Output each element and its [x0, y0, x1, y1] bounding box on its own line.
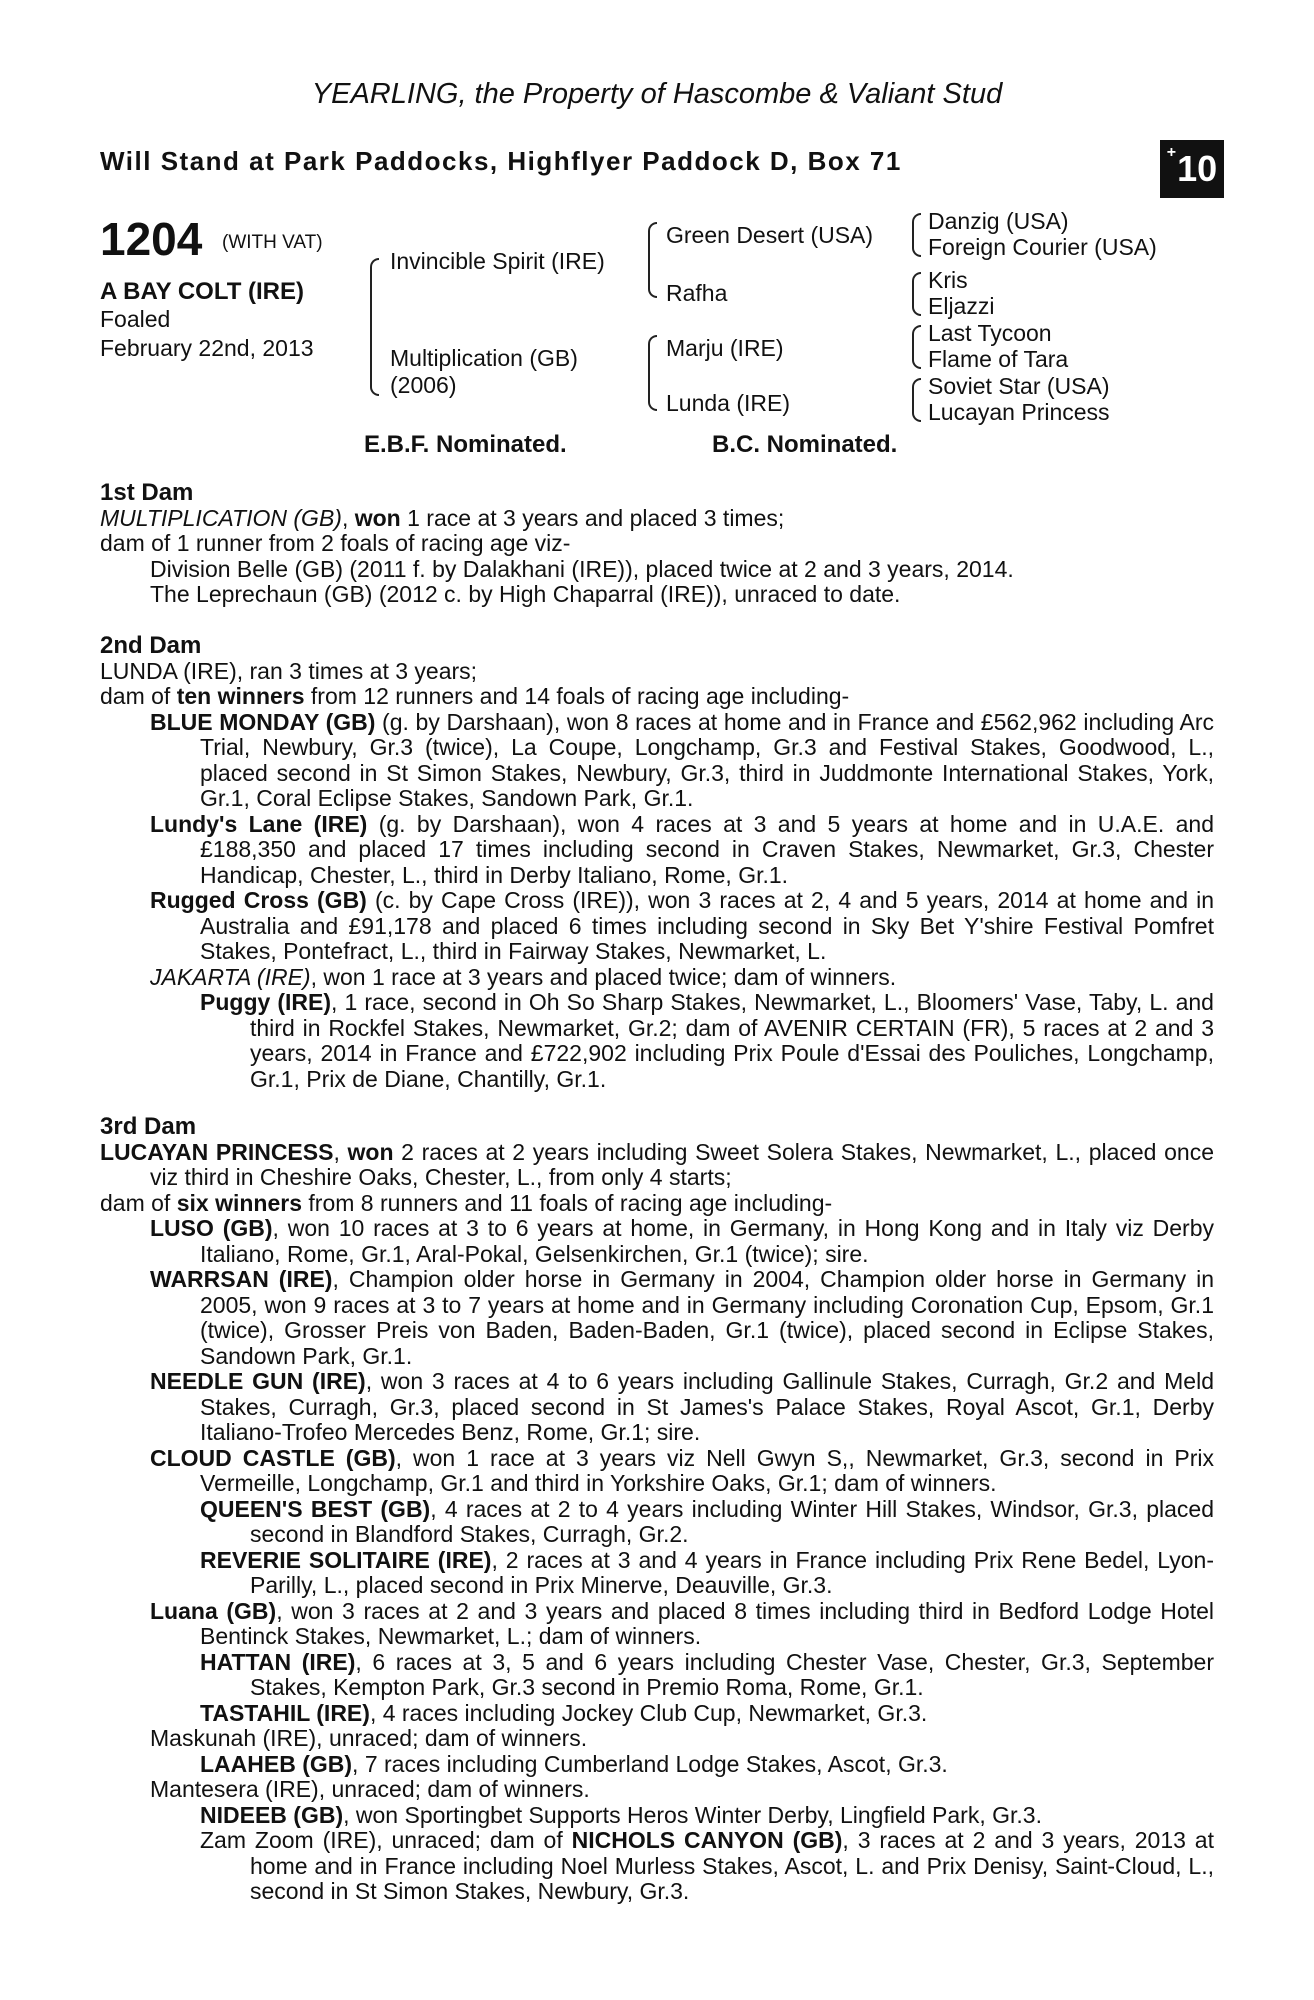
horse-record: (c. by Cape Cross (IRE)), won 3 races at 2, 4 and 5 years, 2014 at home and in Australia and £91,178 and placed 6 times including second in Sky Bet Y'shire Festival Pomfret Stakes, Pontefract, L., third in Fairway Stakes, Newmarket, L. — [200, 887, 1215, 964]
dam-dam: Lunda (IRE) — [666, 390, 791, 416]
winner-count: six winners — [176, 1189, 302, 1216]
ped-ssd: Foreign Courier (USA) — [928, 234, 1157, 260]
stand-location: Will Stand at Park Paddocks, Highflyer Paddock D, Box 71 — [100, 146, 902, 176]
produce-entry: The Leprechaun (GB) (2012 c. by High Chaparral (IRE)), unraced to date. — [150, 581, 901, 607]
ped-dds: Soviet Star (USA) — [928, 373, 1110, 399]
produce-entry — [100, 1497, 1214, 1548]
horse-record: , Champion older horse in Germany in 2004, Champion older horse in Germany in 2005, won 9 races at 3 to 7 years at home and in Germany including Coronation Cup, Epsom, Gr.1 (twice), Grosser Preis von Baden, Baden-Baden, Gr.1 (twice), placed second in Eclipse Stakes, Sandown Park, Gr.1. — [200, 1266, 1214, 1369]
horse-name: REVERIE SOLITAIRE (IRE) — [200, 1546, 492, 1573]
dam-name: Multiplication (GB) — [390, 345, 578, 371]
badge-plus: + — [1166, 144, 1177, 161]
text: dam of — [100, 683, 177, 709]
page-title: YEARLING, the Property of Hascombe & Valiant Stud — [311, 78, 1003, 110]
separator: , — [341, 504, 355, 531]
foaled-info — [100, 305, 314, 363]
horse-name: Puggy (IRE) — [200, 989, 332, 1015]
foaled-label: Foaled — [100, 306, 171, 332]
produce-entry: Mantesera (IRE), unraced; dam of winners. — [150, 1776, 590, 1802]
horse-name: JAKARTA (IRE) — [150, 963, 311, 990]
produce-entry — [100, 1803, 1214, 1829]
text: from 12 runners and 14 foals of racing age including- — [304, 683, 850, 709]
horse-record: , 4 races at 2 to 4 years including Winter Hill Stakes, Windsor, Gr.3, placed second in Blandford Stakes, Curragh, Gr.2. — [250, 1495, 1214, 1547]
horse-record: , won 1 race at 3 years and placed twice; dam of winners. — [310, 963, 897, 990]
produce-entry — [100, 1446, 1214, 1497]
second-dam-heading: 2nd Dam — [100, 632, 202, 659]
horse-record: , won Sportingbet Supports Heros Winter Derby, Lingfield Park, Gr.3. — [343, 1801, 1042, 1828]
produce-entry — [100, 1548, 1214, 1599]
produce-entry — [100, 888, 1214, 965]
third-dam-section — [100, 1114, 1214, 1905]
horse-record: , won 3 races at 2 and 3 years and placed 8 times including third in Bedford Lodge Hotel Bentinck Stakes, Newmarket, L.; dam of winners. — [200, 1597, 1214, 1649]
produce-entry — [100, 965, 1214, 991]
brace-ss — [912, 213, 921, 257]
ped-sdd: Eljazzi — [928, 293, 995, 319]
lot-number: 1204 — [100, 213, 203, 265]
produce-entry: Division Belle (GB) (2011 f. by Dalakhani (IRE)), placed twice at 2 and 3 years, 2014. — [150, 555, 1014, 582]
lot-description: A BAY COLT (IRE) — [100, 278, 305, 305]
horse-name: LUCAYAN PRINCESS — [100, 1138, 334, 1165]
horse-name: Lundy's Lane (IRE) — [150, 810, 368, 837]
third-dam-heading: 3rd Dam — [100, 1113, 197, 1140]
produce-entry — [100, 812, 1214, 889]
third-dam-line — [100, 1140, 1214, 1191]
horse-name: LUSO (GB) — [150, 1215, 273, 1241]
horse-record: , 4 races including Jockey Club Cup, Newmarket, Gr.3. — [369, 1699, 928, 1726]
horse-record: 2 races at 2 years including Sweet Solera Stakes, Newmarket, L., placed once viz third in Cheshire Oaks, Chester, L., from only 4 starts; — [150, 1138, 1214, 1190]
horse-record: (g. by Darshaan), won 4 races at 3 and 5 years at home and in U.A.E. and £188,350 and placed 17 times including second in Craven Stakes, Newmarket, Gr.3, Chester Handicap, Chester, L., third in Derby Italiano, Rome, Gr.1. — [200, 810, 1214, 888]
foaled-date: February 22nd, 2013 — [100, 335, 314, 361]
second-dam-produce — [100, 684, 1214, 710]
horse-record: , 3 races at 2 and 3 years, 2013 at home and in France including Noel Murless Stakes, Ascot, L. and Prix Denisy, Saint-Cloud, L., second in St Simon Stakes, Newbury, Gr.3. — [250, 1827, 1214, 1904]
horse-name: NEEDLE GUN (IRE) — [150, 1368, 366, 1394]
produce-entry — [100, 710, 1214, 812]
produce-entry — [100, 1216, 1214, 1267]
separator: , — [333, 1138, 348, 1165]
first-dam-section — [100, 480, 1214, 608]
horse-record: , 2 races at 3 and 4 years in France including Prix Rene Bedel, Lyon-Parilly, L., placed second in Prix Minerve, Deauville, Gr.3. — [250, 1546, 1214, 1598]
produce-entry — [100, 1650, 1214, 1701]
horse-name: Rugged Cross (GB) — [150, 887, 367, 913]
badge-number: 10 — [1177, 148, 1218, 189]
won-label: won — [354, 504, 401, 531]
brace-dam — [648, 335, 657, 411]
horse-record: , 6 races at 3, 5 and 6 years including Chester Vase, Chester, Gr.3, September Stakes, Kempton Park, Gr.3 second in Premio Roma, Rome, Gr.1. — [250, 1648, 1214, 1700]
text: from 8 runners and 11 foals of racing age including- — [302, 1189, 833, 1216]
dam-name: MULTIPLICATION (GB) — [100, 504, 342, 531]
produce-entry: Maskunah (IRE), unraced; dam of winners. — [150, 1725, 588, 1751]
horse-record: , won 1 race at 3 years viz Nell Gwyn S,, Newmarket, Gr.3, second in Prix Vermeille, Longchamp, Gr.1 and third in Yorkshire Oaks, Gr.1; dam of winners. — [200, 1444, 1214, 1496]
horse-name: LAAHEB (GB) — [200, 1750, 353, 1777]
horse-name: HATTAN (IRE) — [200, 1648, 356, 1675]
brace-sire — [648, 222, 657, 298]
ped-ddd: Lucayan Princess — [928, 399, 1110, 425]
sire-sire: Green Desert (USA) — [666, 222, 874, 248]
horse-name: QUEEN'S BEST (GB) — [200, 1495, 431, 1522]
horse-record: , won 3 races at 4 to 6 years including Gallinule Stakes, Curragh, Gr.2 and Meld Stakes, Curragh, Gr.3, placed second in St James's Palace Stakes, Royal Ascot, Gr.1, Derby Italiano-Trofeo Mercedes Benz, Rome, Gr.1; sire. — [200, 1368, 1214, 1445]
ped-sds: Kris — [928, 267, 968, 293]
brace-ds — [912, 325, 921, 369]
horse-name: NIDEEB (GB) — [200, 1801, 344, 1828]
second-dam-section — [100, 633, 1214, 1092]
vat-label: (WITH VAT) — [222, 232, 323, 253]
horse-record: (g. by Darshaan), won 8 races at home and in France and £562,962 including Arc Trial, Newbury, Gr.3 (twice), La Coupe, Longchamp, Gr.3 and Festival Stakes, Goodwood, L., placed second in St Simon Stakes, Newbury, Gr.3, third in Juddmonte International Stakes, York, Gr.1, Coral Eclipse Stakes, Sandown Park, Gr.1. — [200, 708, 1214, 811]
brace-dd — [912, 378, 921, 422]
race-record: 1 race at 3 years and placed 3 times; — [400, 504, 785, 531]
first-dam-line — [100, 506, 1214, 532]
horse-name: CLOUD CASTLE (GB) — [150, 1444, 396, 1471]
produce-entry — [100, 1267, 1214, 1369]
sire-dam: Rafha — [666, 280, 728, 306]
horse-name: Luana (GB) — [150, 1597, 277, 1624]
horse-name: NICHOLS CANYON (GB) — [571, 1827, 843, 1853]
second-dam-line: LUNDA (IRE), ran 3 times at 3 years; — [100, 657, 478, 684]
third-dam-produce — [100, 1191, 1214, 1217]
horse-name: WARRSAN (IRE) — [150, 1266, 333, 1292]
brace-main — [370, 258, 379, 396]
produce-entry — [100, 1828, 1214, 1905]
ebf-nominated: E.B.F. Nominated. — [364, 431, 567, 458]
dam-sire: Marju (IRE) — [666, 335, 784, 361]
produce-entry — [100, 1752, 1214, 1778]
horse-name: BLUE MONDAY (GB) — [150, 708, 376, 735]
text: Zam Zoom (IRE), unraced; dam of — [200, 1827, 572, 1853]
brace-sd — [912, 272, 921, 316]
horse-record: , won 10 races at 3 to 6 years at home, in Germany, in Hong Kong and in Italy viz Derby Italiano, Rome, Gr.1, Aral-Pokal, Gelsenkirchen, Gr.1 (twice); sire. — [200, 1215, 1214, 1267]
first-dam-heading: 1st Dam — [100, 479, 194, 506]
produce-entry — [100, 1701, 1214, 1727]
text: dam of — [100, 1189, 177, 1216]
produce-entry — [100, 990, 1214, 1092]
horse-name: TASTAHIL (IRE) — [200, 1699, 370, 1726]
lot-badge — [1160, 140, 1224, 198]
produce-entry — [100, 1369, 1214, 1446]
winner-count: ten winners — [176, 683, 305, 709]
ped-dss: Last Tycoon — [928, 320, 1052, 346]
horse-record: , 7 races including Cumberland Lodge Stakes, Ascot, Gr.3. — [352, 1750, 948, 1777]
won-label: won — [347, 1138, 394, 1165]
produce-entry — [100, 1599, 1214, 1650]
ped-sss: Danzig (USA) — [928, 208, 1069, 234]
ped-dsd: Flame of Tara — [928, 346, 1069, 372]
sire-name: Invincible Spirit (IRE) — [390, 248, 605, 274]
bc-nominated: B.C. Nominated. — [712, 431, 898, 458]
dam-year: (2006) — [390, 372, 457, 398]
horse-record: , 1 race, second in Oh So Sharp Stakes, Newmarket, L., Bloomers' Vase, Taby, L. and third in Rockfel Stakes, Newmarket, Gr.2; dam of AVENIR CERTAIN (FR), 5 races at 2 and 3 years, 2014 in France and £722,902 including Prix Poule d'Essai des Pouliches, Longchamp, Gr.1, Prix de Diane, Chantilly, Gr.1. — [250, 989, 1214, 1092]
first-dam-produce: dam of 1 runner from 2 foals of racing age viz- — [100, 530, 571, 556]
